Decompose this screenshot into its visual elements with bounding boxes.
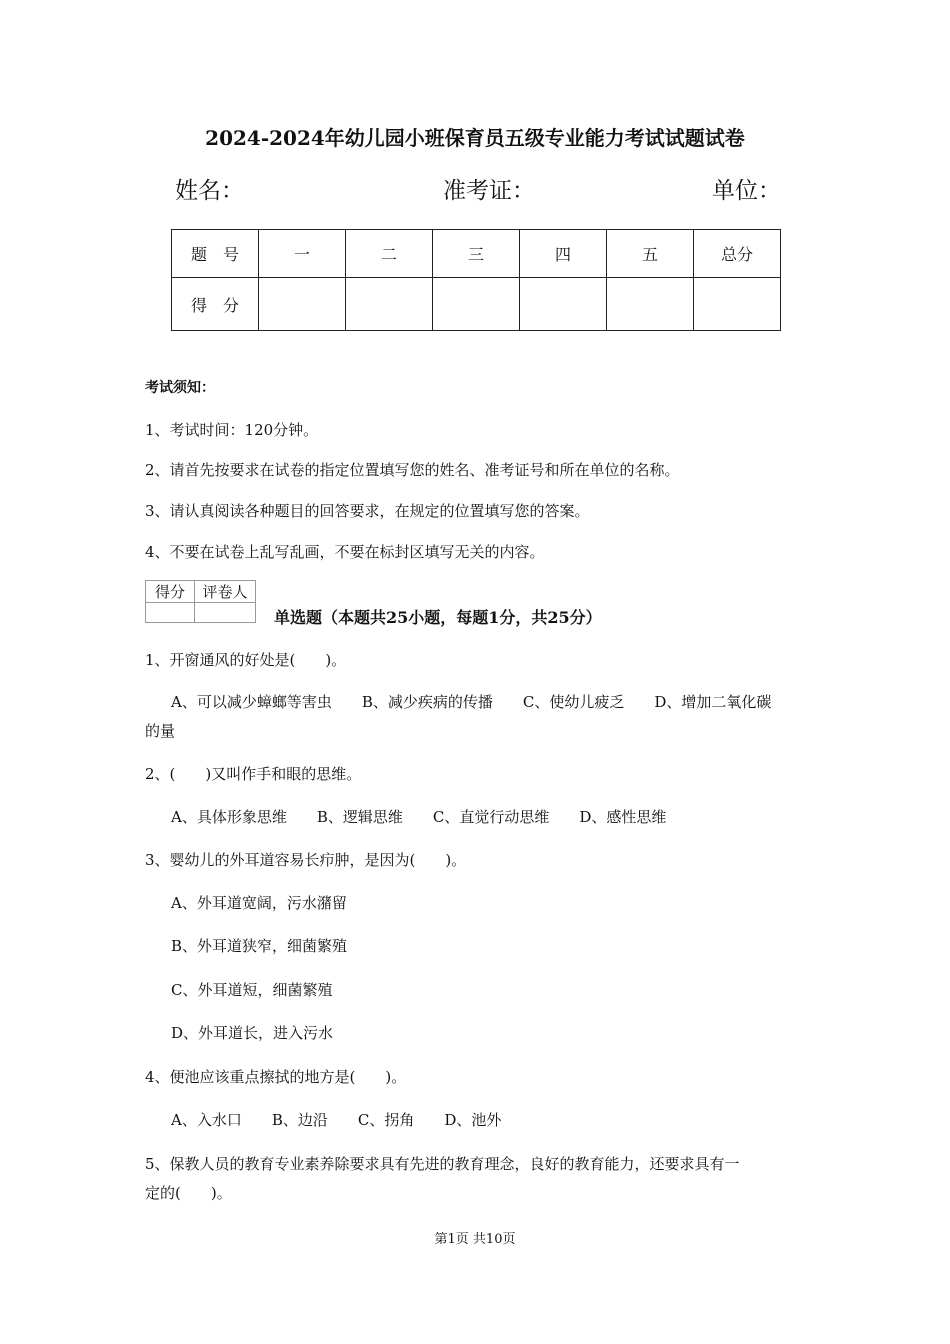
score-header-label: 题 号: [172, 230, 259, 278]
score-cell-3[interactable]: [433, 278, 520, 331]
question-3-option-a: A、外耳道宽阔，污水潴留: [171, 894, 347, 912]
name-label: 姓名：: [175, 178, 244, 204]
score-header-2: 二: [346, 230, 433, 278]
score-cell-5[interactable]: [607, 278, 694, 331]
question-5-stem: 5、保教人员的教育专业素养除要求具有先进的教育理念，良好的教育能力，还要求具有一: [145, 1155, 740, 1173]
grader-score-cell[interactable]: [146, 603, 195, 623]
question-4-stem: 4、便池应该重点擦拭的地方是( )。: [145, 1068, 407, 1086]
question-2-stem: 2、( )又叫作手和眼的思维。: [145, 765, 362, 783]
section-heading: 单选题（本题共25小题，每题1分，共25分）: [274, 608, 602, 627]
question-3-option-d: D、外耳道长，进入污水: [171, 1024, 334, 1042]
score-cell-2[interactable]: [346, 278, 433, 331]
score-table-header-row: [172, 230, 781, 278]
notice-heading: 考试须知：: [145, 380, 215, 396]
exam-id-label: 准考证：: [443, 178, 535, 204]
question-2-options: A、具体形象思维 B、逻辑思维 C、直觉行动思维 D、感性思维: [171, 808, 667, 826]
grader-name-cell[interactable]: [195, 603, 256, 623]
question-4-options: A、入水口 B、边沿 C、拐角 D、池外: [171, 1111, 502, 1129]
page-footer: 第1页 共10页: [434, 1232, 516, 1247]
question-1-options-cont: 的量: [145, 722, 176, 740]
score-row-label: 得 分: [172, 278, 259, 331]
grader-score-label: 得分: [146, 581, 195, 603]
question-3-option-c: C、外耳道短，细菌繁殖: [171, 981, 333, 999]
score-header-4: 四: [520, 230, 607, 278]
grader-table: [145, 580, 256, 623]
question-1-stem: 1、开窗通风的好处是( )。: [145, 651, 347, 669]
grader-name-label: 评卷人: [195, 581, 256, 603]
page-title: 2024-2024年幼儿园小班保育员五级专业能力考试试题试卷: [205, 126, 745, 150]
score-table: [171, 229, 781, 331]
question-1-options: A、可以减少蟑螂等害虫 B、减少疾病的传播 C、使幼儿疲乏 D、增加二氧化碳: [171, 693, 772, 711]
question-5-stem-cont: 定的( )。: [145, 1184, 232, 1202]
question-3-option-b: B、外耳道狭窄，细菌繁殖: [171, 937, 348, 955]
score-header-3: 三: [433, 230, 520, 278]
score-cell-total[interactable]: [694, 278, 781, 331]
score-cell-4[interactable]: [520, 278, 607, 331]
score-cell-1[interactable]: [259, 278, 346, 331]
notice-item-3: 3、请认真阅读各种题目的回答要求，在规定的位置填写您的答案。: [145, 502, 590, 520]
score-header-5: 五: [607, 230, 694, 278]
notice-item-4: 4、不要在试卷上乱写乱画，不要在标封区填写无关的内容。: [145, 543, 545, 561]
unit-label: 单位：: [712, 178, 781, 204]
question-3-stem: 3、婴幼儿的外耳道容易长疖肿，是因为( )。: [145, 851, 467, 869]
score-table-score-row: [172, 278, 781, 331]
notice-item-2: 2、请首先按要求在试卷的指定位置填写您的姓名、准考证号和所在单位的名称。: [145, 461, 680, 479]
score-header-1: 一: [259, 230, 346, 278]
notice-item-1: 1、考试时间：120分钟。: [145, 421, 319, 439]
score-header-total: 总分: [694, 230, 781, 278]
